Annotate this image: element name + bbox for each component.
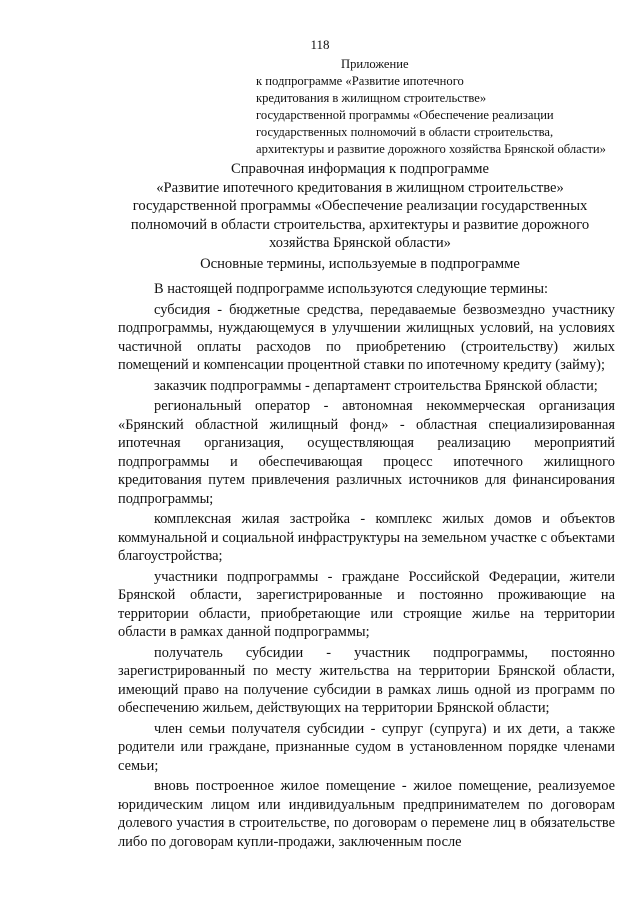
term-family-member: член семьи получателя субсидии - супруг (супруга) и их дети, а также родители или граждане, признанные судом в установленном порядке членами семьи; xyxy=(118,720,615,774)
appendix-line: архитектуры и развитие дорожного хозяйства Брянской области» xyxy=(256,142,606,156)
term-participants: участники подпрограммы - граждане Российской Федерации, жители Брянской области, зарегистрированные и постоянно проживающие на территории области, приобретающие или строящие жилье на территории области в рамках данной подпрограммы; xyxy=(118,568,615,640)
appendix-label: Приложение xyxy=(341,57,409,71)
document-title xyxy=(100,160,620,253)
title-line: Справочная информация к подпрограмме xyxy=(230,161,490,177)
document-body xyxy=(118,280,615,853)
appendix-line: кредитования в жилищном строительстве» xyxy=(256,91,487,105)
section-subtitle: Основные термины, используемые в подпрограмме xyxy=(200,256,520,272)
title-line: хозяйства Брянской области» xyxy=(269,235,451,251)
term-recipient: получатель субсидии - участник подпрограммы, постоянно зарегистрированный по месту жительства на территории Брянской области, имеющий право на получение субсидии в рамках лишь одной из программ по обеспечению жильем, действующих на территории Брянской области; xyxy=(118,644,615,716)
appendix-line: государственной программы «Обеспечение реализации xyxy=(256,108,554,122)
appendix-line: государственных полномочий в области строительства, xyxy=(256,125,554,139)
title-line: государственной программы «Обеспечение реализации государственных xyxy=(132,198,588,214)
appendix-line: к подпрограмме «Развитие ипотечного xyxy=(256,74,464,88)
term-subsidy: субсидия - бюджетные средства, передаваемые безвозмездно участнику подпрограммы, нуждающемуся в улучшении жилищных условий, на условиях частичной оплаты расходов по приобретению (строительству) жилых помещений и компенсации процентной ставки по ипотечному кредиту (займу); xyxy=(118,301,615,373)
page-number: 118 xyxy=(310,37,330,52)
intro-paragraph: В настоящей подпрограмме используются следующие термины: xyxy=(154,281,549,297)
term-customer: заказчик подпрограммы - департамент строительства Брянской области; xyxy=(154,377,598,394)
title-line: «Развитие ипотечного кредитования в жилищном строительстве» xyxy=(156,179,564,196)
appendix-header xyxy=(256,56,632,158)
term-new-housing: вновь построенное жилое помещение - жилое помещение, реализуемое юридическим лицом или индивидуальным предпринимателем по договорам долевого участия в строительстве, по договорам о перемене лиц в обязательстве либо по договорам купли-продажи, заключенным после xyxy=(118,778,615,850)
term-complex-development: комплексная жилая застройка - комплекс жилых домов и объектов коммунальной и социальной инфраструктуры на земельном участке с объектами благоустройства; xyxy=(118,511,615,564)
term-regional-operator: региональный оператор - автономная некоммерческая организация «Брянский областной жилищный фонд» - областная специализированная ипотечная организация, осуществляющая реализацию мероприятий подпрограммы и обеспечивающая процесс ипотечного жилищного кредитования путем привлечения различных источников для финансирования подпрограммы; xyxy=(118,398,615,507)
title-line: полномочий в области строительства, архитектуры и развитие дорожного xyxy=(130,216,590,233)
